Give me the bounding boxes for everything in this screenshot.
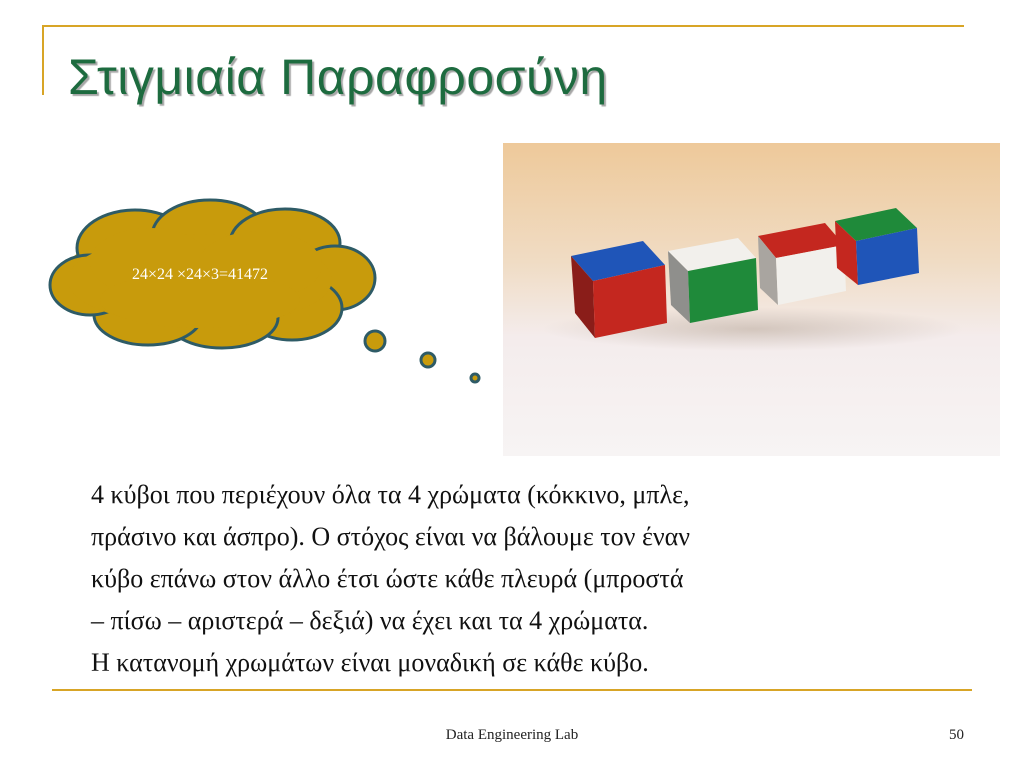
body-line: Η κατανομή χρωμάτων είναι μοναδική σε κάθε κύβο.: [91, 648, 649, 677]
thought-bubble-medium: [421, 353, 435, 367]
body-line: – πίσω – αριστερά – δεξιά) να έχει και τα 4 χρώματα.: [91, 606, 649, 635]
body-line: κύβο επάνω στον άλλο έτσι ώστε κάθε πλευρά (μπροστά: [91, 564, 684, 593]
cube-3: [758, 223, 846, 305]
slide-body: [91, 474, 921, 684]
cube-2: [668, 238, 758, 323]
body-line: 4 κύβοι που περιέχουν όλα τα 4 χρώματα (κόκκινο, μπλε,: [91, 480, 690, 509]
bottom-accent-rule: [52, 689, 972, 691]
page-number: 50: [949, 727, 964, 743]
slide-title: Στιγμιαία Παραφροσύνη: [68, 49, 608, 105]
cube-1: [571, 241, 667, 338]
body-line: πράσινο και άσπρο). Ο στόχος είναι να βάλουμε τον έναν: [91, 522, 690, 551]
thought-bubble-small: [471, 374, 479, 382]
footer-lab-name: Data Engineering Lab: [445, 727, 579, 743]
cube-4: [835, 208, 919, 285]
cubes-photo: [503, 143, 1000, 456]
thought-bubble-large: [365, 331, 385, 351]
thought-cloud-text: 24×24 ×24×3=41472: [131, 266, 269, 283]
